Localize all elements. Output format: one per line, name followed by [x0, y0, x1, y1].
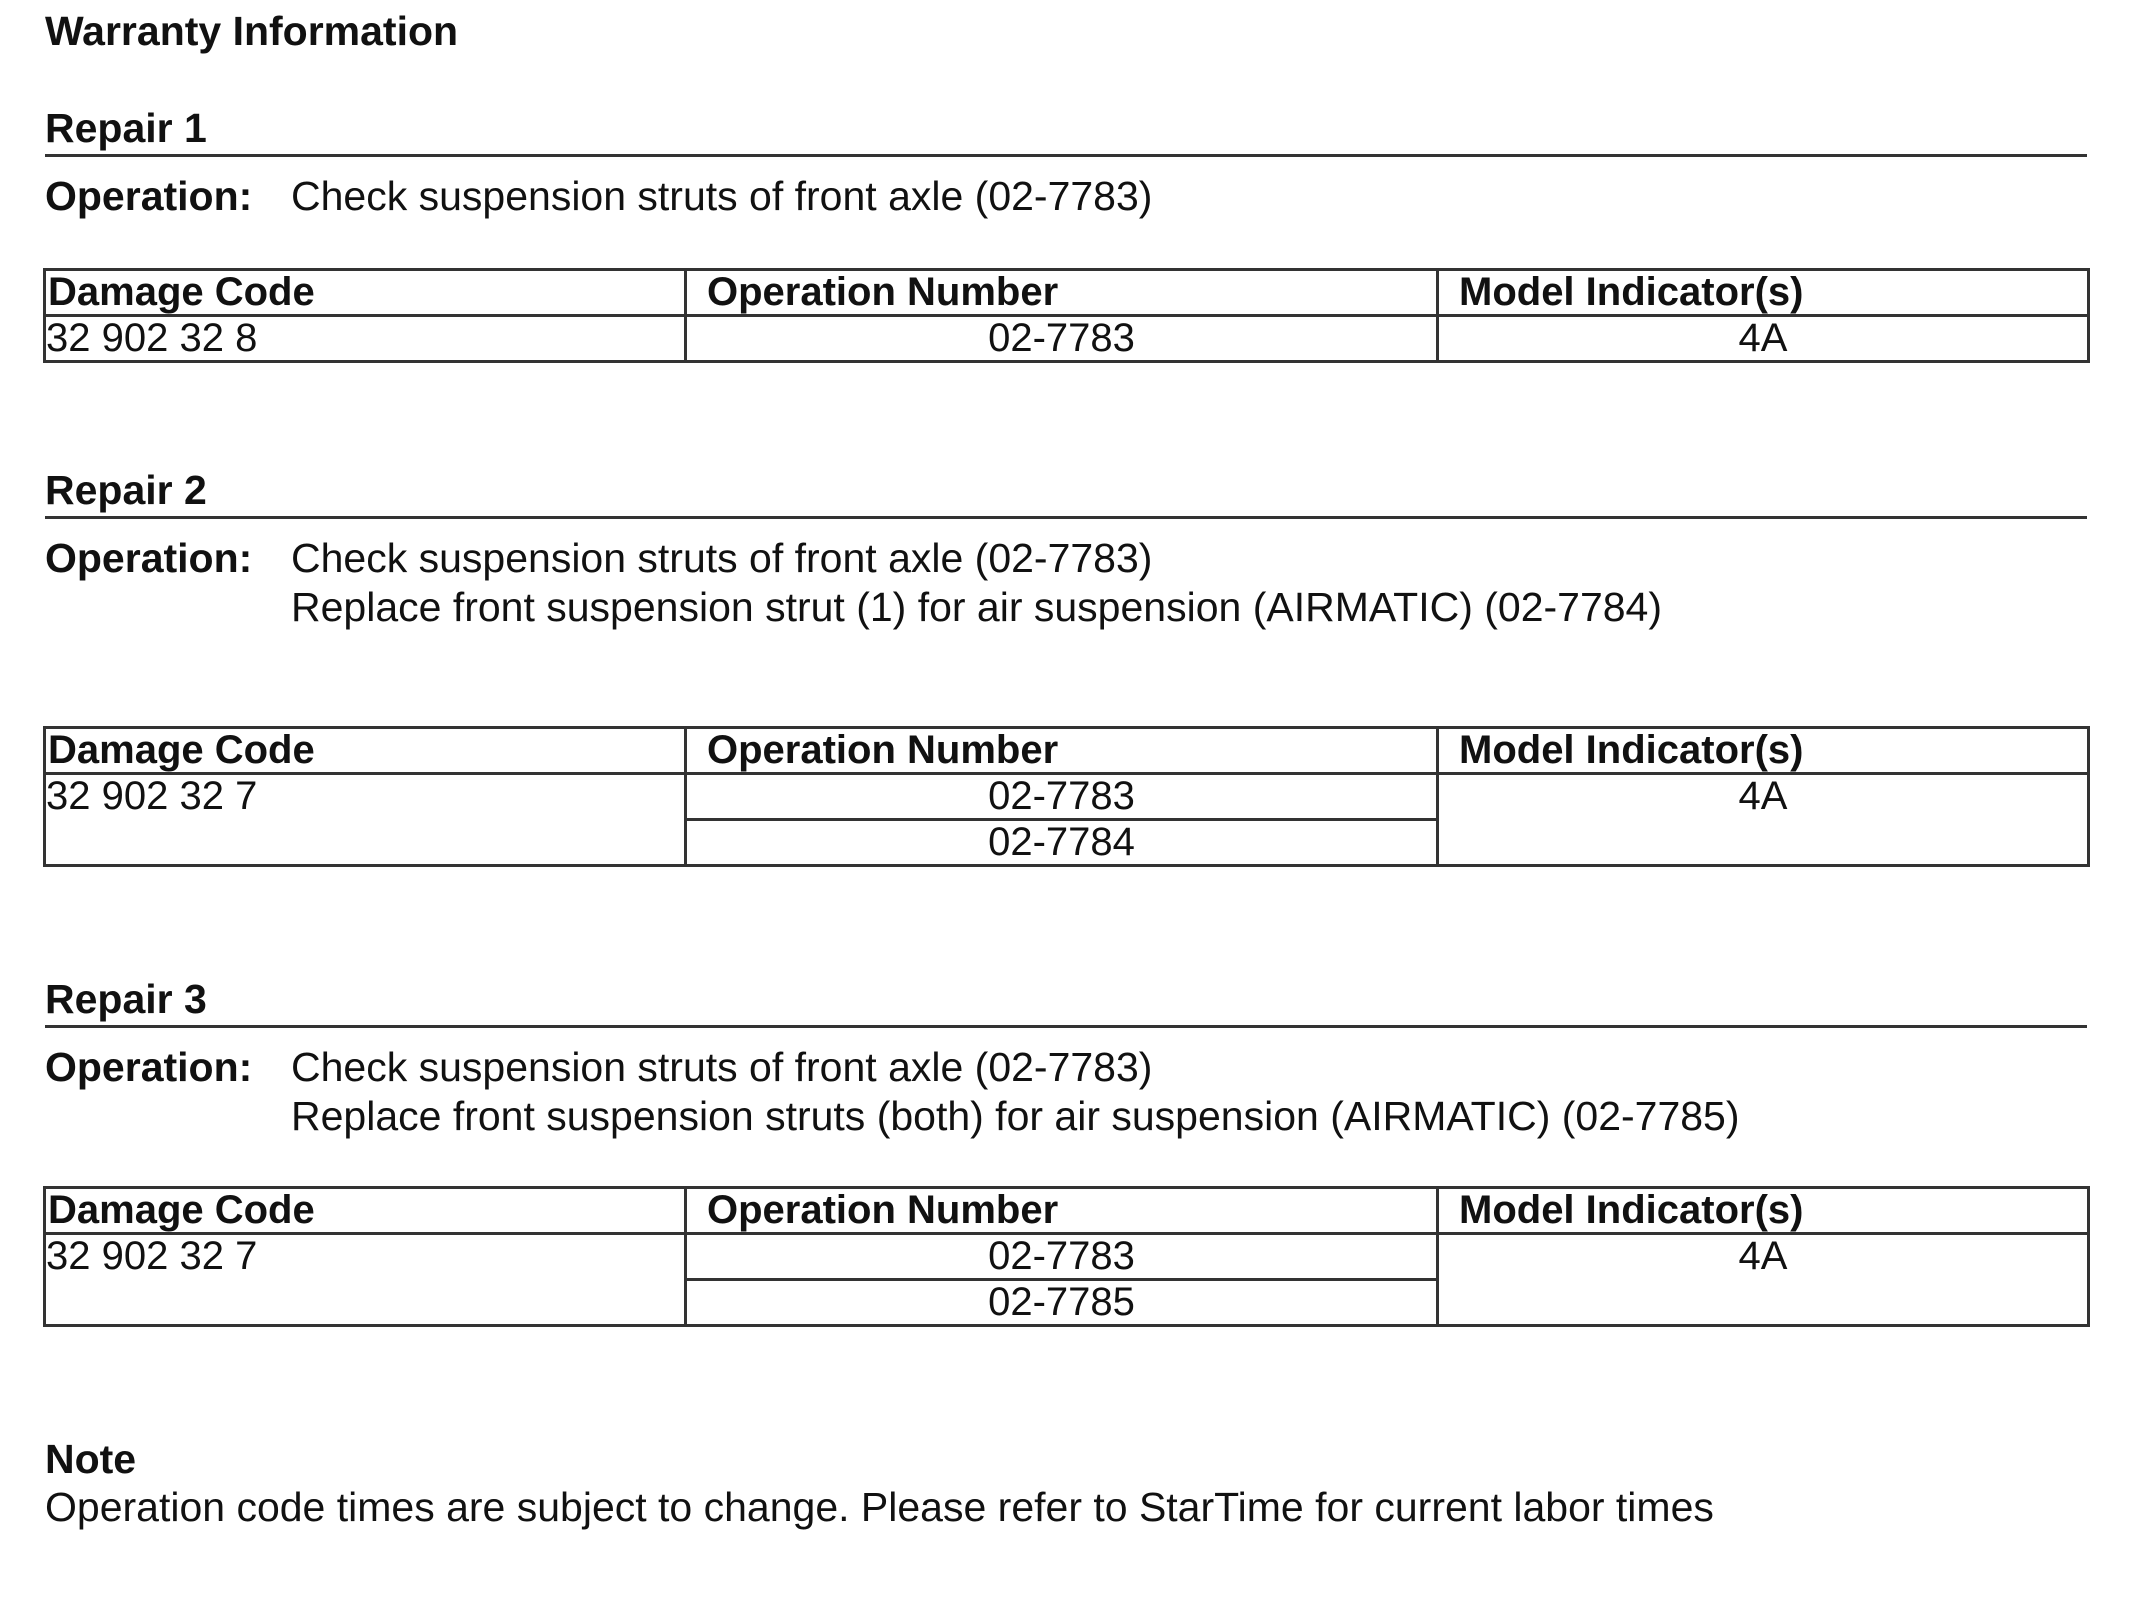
operation-line: Check suspension struts of front axle (02-7783): [291, 173, 1153, 219]
operation-number-header: Operation Number: [686, 1188, 1438, 1234]
damage-code-cell: 32 902 32 7: [45, 774, 686, 866]
repair-2-heading: Repair 2: [45, 466, 2087, 519]
damage-code-cell: 32 902 32 7: [45, 1234, 686, 1326]
operation-line: Replace front suspension strut (1) for air suspension (AIRMATIC) (02-7784): [291, 584, 1663, 630]
damage-code-header: Damage Code: [45, 728, 686, 774]
repair-2-table: [43, 726, 2090, 867]
operation-number-header: Operation Number: [686, 728, 1438, 774]
operation-number-cell: 02-7783: [686, 774, 1438, 820]
damage-code-header: Damage Code: [45, 270, 686, 316]
operation-label: Operation:: [45, 173, 253, 219]
note-heading: Note: [45, 1436, 137, 1482]
operation-number-cell: 02-7783: [686, 316, 1438, 362]
operation-line: Replace front suspension struts (both) for air suspension (AIRMATIC) (02-7785): [291, 1093, 1740, 1139]
model-indicators-header: Model Indicator(s): [1438, 1188, 2089, 1234]
repair-1-heading: Repair 1: [45, 104, 2087, 157]
operation-number-cell: 02-7785: [686, 1280, 1438, 1326]
operation-line: Check suspension struts of front axle (02-7783): [291, 1044, 1153, 1090]
damage-code-header: Damage Code: [45, 1188, 686, 1234]
note-text: Operation code times are subject to change. Please refer to StarTime for current labor times: [45, 1484, 1714, 1530]
operation-number-header: Operation Number: [686, 270, 1438, 316]
operation-label: Operation:: [45, 1044, 253, 1090]
operation-number-cell: 02-7784: [686, 820, 1438, 866]
damage-code-cell: 32 902 32 8: [45, 316, 686, 362]
repair-3-heading: Repair 3: [45, 975, 2087, 1028]
operation-line: Check suspension struts of front axle (02-7783): [291, 535, 1153, 581]
operation-number-cell: 02-7783: [686, 1234, 1438, 1280]
model-indicator-cell: 4A: [1438, 774, 2089, 866]
model-indicators-header: Model Indicator(s): [1438, 270, 2089, 316]
operation-label: Operation:: [45, 535, 253, 581]
model-indicator-cell: 4A: [1438, 316, 2089, 362]
model-indicator-cell: 4A: [1438, 1234, 2089, 1326]
repair-3-table: [43, 1186, 2090, 1327]
page-title: Warranty Information: [45, 8, 459, 54]
model-indicators-header: Model Indicator(s): [1438, 728, 2089, 774]
repair-1-table: [43, 268, 2090, 363]
